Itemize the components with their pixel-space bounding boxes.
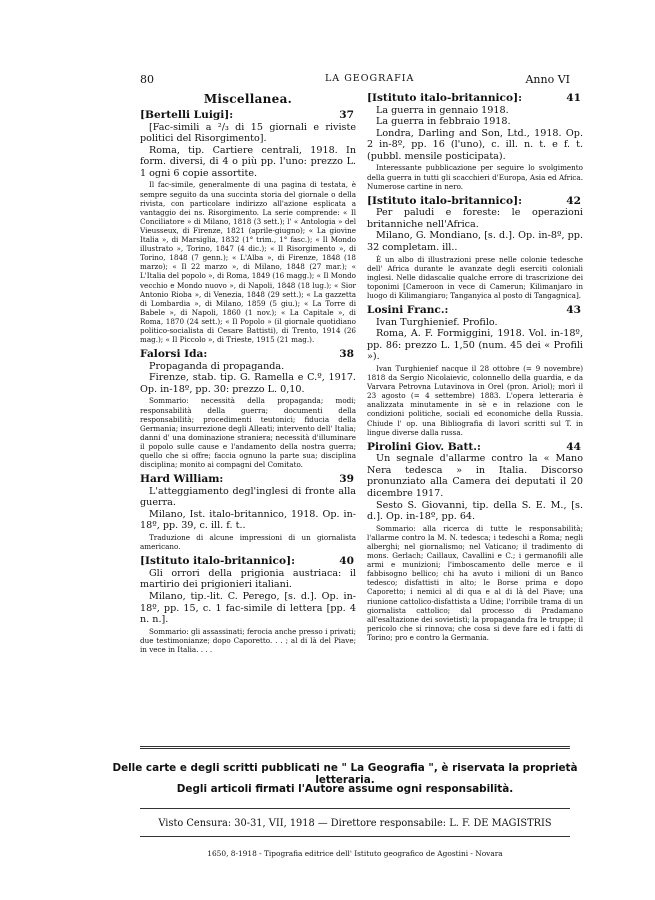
- entry-37: [140, 109, 356, 344]
- entry-author: [Istituto italo-britannico]:: [367, 194, 523, 207]
- entry-publication: Roma, A. F. Formiggini, 1918. Vol. in-18º, pp. 86: prezzo L. 1,50 (num. 45 dei « Profili »).: [367, 328, 583, 363]
- journal-title: LA GEOGRAFIA: [325, 73, 415, 84]
- copyright-notice: Delle carte e degli scritti pubblicati ne " La Geografia ", è riservata la proprietà letteraria.: [112, 762, 578, 786]
- entry-title: Propaganda di propaganda.: [149, 360, 285, 372]
- entry-author: Hard William:: [140, 473, 224, 486]
- entry-number: 37: [339, 109, 354, 121]
- divider-rule: [140, 746, 570, 749]
- running-header: [140, 73, 570, 89]
- entry-heading: [367, 304, 583, 317]
- entry-note: Traduzione di alcune impressioni di un giornalista americano.: [140, 533, 356, 552]
- entry-publication: Firenze, stab. tip. G. Ramella e C.º, 1917. Op. in-18º, pp. 30: prezzo L. 0,10.: [140, 372, 356, 395]
- entry-heading: [367, 195, 583, 208]
- entry-number: 38: [339, 348, 354, 361]
- entry-note: Sommario: gli assassinati; ferocia anche presso i privati; due testimonianze; dopo Caporetto. . . ; al di là del Piave; in vece in Italia. . . .: [140, 626, 356, 654]
- entry-title: L'atteggiamento degl'inglesi di fronte alla guerra.: [140, 485, 356, 509]
- entry-number: 39: [339, 473, 354, 486]
- volume-label: Anno VI: [525, 73, 570, 86]
- entry-heading: [140, 348, 356, 361]
- section-title: Miscellanea.: [203, 92, 293, 106]
- entry-heading: [367, 92, 583, 105]
- entry-number: 41: [566, 92, 581, 104]
- entry-publication: Milano, G. Mondiano, [s. d.]. Op. in-8º, pp. 32 completam. ill..: [367, 230, 583, 254]
- entry-publication: Milano, Ist. italo-britannico, 1918. Op. in-18º, pp. 39, c. ill. f. t..: [140, 508, 356, 532]
- entry-author: [Bertelli Luigi]:: [140, 109, 234, 121]
- entry-publication: Sesto S. Giovanni, tip. della S. E. M., [s. d.]. Op. in-18º, pp. 64.: [367, 499, 583, 523]
- entry-number: 43: [566, 304, 581, 317]
- entry-publication: Roma, tip. Cartiere centrali, 1918. In form. diversi, di 4 o più pp. l'uno: prezzo L. 1 ogni 6 copie assortite.: [140, 144, 356, 179]
- divider-rule: [140, 836, 570, 837]
- entry-number: 40: [339, 555, 354, 568]
- entry-title: Per paludi e foreste: le operazioni britanniche nell'Africa.: [367, 207, 583, 230]
- entry-title: [Fac-simili a ²/₃ di 15 giornali e riviste politici del Risorgimento].: [140, 121, 356, 145]
- entry-heading: [367, 441, 583, 454]
- entry-publication: Milano, tip.-lit. C. Perego, [s. d.]. Op. in-18º, pp. 15, c. 1 fac-simile di lettera [pp. 4 n. n.].: [140, 590, 356, 626]
- entry-heading: [140, 109, 356, 122]
- entry-38: [140, 348, 356, 469]
- entry-44: [367, 441, 583, 642]
- entry-publication: Londra, Darling and Son, Ltd., 1918. Op. 2 in-8º, pp. 16 (l'uno), c. ill. n. t. e f. t. (pubbl. mensile posticipata).: [367, 127, 583, 162]
- entry-42: [367, 195, 583, 300]
- entry-note: Il fac-simile, generalmente di una pagina di testata, è sempre seguito da una succinta storia del giornale o della rivista, con particolare indirizzo all'azione esplicata a vantaggio dei ns. Risorgimento. La serie comprende: « Il Conciliatore » di Milano, 1818 (3 sett.); l' « Antologia » del Vieusseux, di Firenze, 1821 (aprile-giugno); « La giovine Italia », di Marsiglia, 1832 (1° trim., 1° fasc.); « Il Mondo illustrato », Torino, 1847 (4 dic.); « Il Risorgimento », di Torino, 1848 (7 genn.); « L'Alba », di Firenze, 1848 (18 marzo); « Il 22 marzo », di Milano, 1848 (27 mar.); « L'Italia del popolo », di Roma, 1849 (16 magg.); « Il Mondo vecchio e Mondo nuovo », di Napoli, 1848 (18 lug.); « Sior Antonio Rioba », di Venezia, 1848 (29 sett.); « La gazzetta di Lombardia », di Milano, 1859 (5 giu.); « La Torre di Babele », di Napoli, 1860 (1 nov.); « La Capitale », di Roma, 1870 (24 sett.); « Il Popolo » (il giornale quotidiano politico-socialista di Cesare Battisti), di Trento, 1914 (26 mag.); « Il Piccolo », di Trieste, 1915 (21 mag.).: [140, 180, 356, 345]
- entry-note: Interessante pubblicazione per seguire lo svolgimento della guerra in tutti gli scacchieri d'Europa, Asia ed Africa. Numerose cartine in nero.: [367, 163, 583, 191]
- entry-author: Falorsi Ida:: [140, 348, 208, 361]
- entry-title: Ivan Turghienief. Profilo.: [376, 316, 498, 328]
- left-column: [140, 92, 356, 658]
- entry-title: Gli orrori della prigionia austriaca: il martirio dei prigionieri italiani.: [140, 567, 356, 591]
- entry-heading: [140, 473, 356, 486]
- divider-rule: [140, 808, 570, 809]
- entry-author: Losini Franc.:: [367, 304, 449, 317]
- right-column: [367, 92, 583, 646]
- entry-author: [Istituto italo-britannico]:: [140, 555, 296, 568]
- entry-number: 44: [566, 440, 581, 453]
- entry-note: È un albo di illustrazioni prese nelle colonie tedesche dell' Africa durante le avanzate degli eserciti coloniali inglesi. Nelle didascalie qualche errore di trascrizione dei toponimi [Cameroon in vece di Camerun; Kilimanjaro in luogo di Kilimangiaro; Tanganyica al posto di Tangagnica].: [367, 254, 583, 300]
- entry-title: La guerra in gennaio 1918.: [376, 104, 509, 116]
- entry-number: 42: [566, 194, 581, 207]
- entry-note: Sommario: alla ricerca di tutte le responsabilità; l'allarme contro la M. N. tedesca; i tedeschi a Roma; negli alberghi; nel giornalismo; nel Vaticano; il tradimento di mons. Gerlach; Caillaux, Cavallini e C.; i germanofili alle armi e munizioni; l'imboscamento delle merce e il fabbisogno bellico; chi ha avuto i milioni di un Banco tedesco; disfattisti in alto; le Borse prima e dopo Caporetto; i nemici al di qua e al di là del Piave; una riunione cattolico-disfattista a Udine; l'orribile trama di un giornalista cattolico; dal processo di Pradamano all'esaltazione dei sovietistì; la propaganda fra le truppe; il pericolo che si rinnova; che cosa si deve fare ed i fatti di Torino; pro e contro la Germania.: [367, 523, 583, 642]
- entry-author: Pirolini Giov. Batt.:: [367, 440, 481, 453]
- entry-43: [367, 304, 583, 437]
- responsibility-notice: Degli articoli firmati l'Autore assume ogni responsabilità.: [176, 783, 514, 795]
- entry-note: Ivan Turghienief nacque il 28 ottobre (= 9 novembre) 1818 da Sergio Nicolaievic, colonnello della guardia, e da Varvara Petrovna Lutavinova in Orel (pron. Ariol); morì il 23 agosto (= 4 settembre) 1883. L'opera letteraria è analizzata minutamente in sè e in relazione con le condizioni politiche, sociali ed economiche della Russia. Chiude l' op. una Bibliografia di lavori scritti sul T. in lingue diverse dalla russa.: [367, 363, 583, 437]
- entry-title: La guerra in febbraio 1918.: [376, 116, 511, 128]
- page-number: 80: [140, 73, 154, 86]
- entry-heading: [140, 555, 356, 568]
- entry-39: [140, 473, 356, 551]
- printer-footer: 1650, 8-1918 - Tipografia editrice dell' Istituto geografico de Agostini - Novara: [207, 849, 503, 858]
- entry-41: [367, 92, 583, 191]
- entry-note: Sommario: necessità della propaganda; modi; responsabilità della guerra; documenti della responsabilità; procedimenti teutonici; fiducia della Germania; insurrezione degli Alleati; intervento dell' Italia; danni d' una dominazione straniera; necessità d'illuminare il popolo sulle cause e l'andamento della nostra guerra; quello che si offre; faccia ognuno la parte sua; disciplina disciplina; monito ai compagni del Comitato.: [140, 396, 356, 470]
- censorship-line: Visto Censura: 30-31, VII, 1918 — Direttore responsabile: L. F. DE MAGISTRIS: [158, 818, 552, 829]
- entry-author: [Istituto italo-britannico]:: [367, 92, 523, 104]
- entry-40: [140, 555, 356, 654]
- entry-title: Un segnale d'allarme contro la « Mano Nera tedesca » in Italia. Discorso pronunziato alla Camera dei deputati il 20 dicembre 1917.: [367, 453, 583, 499]
